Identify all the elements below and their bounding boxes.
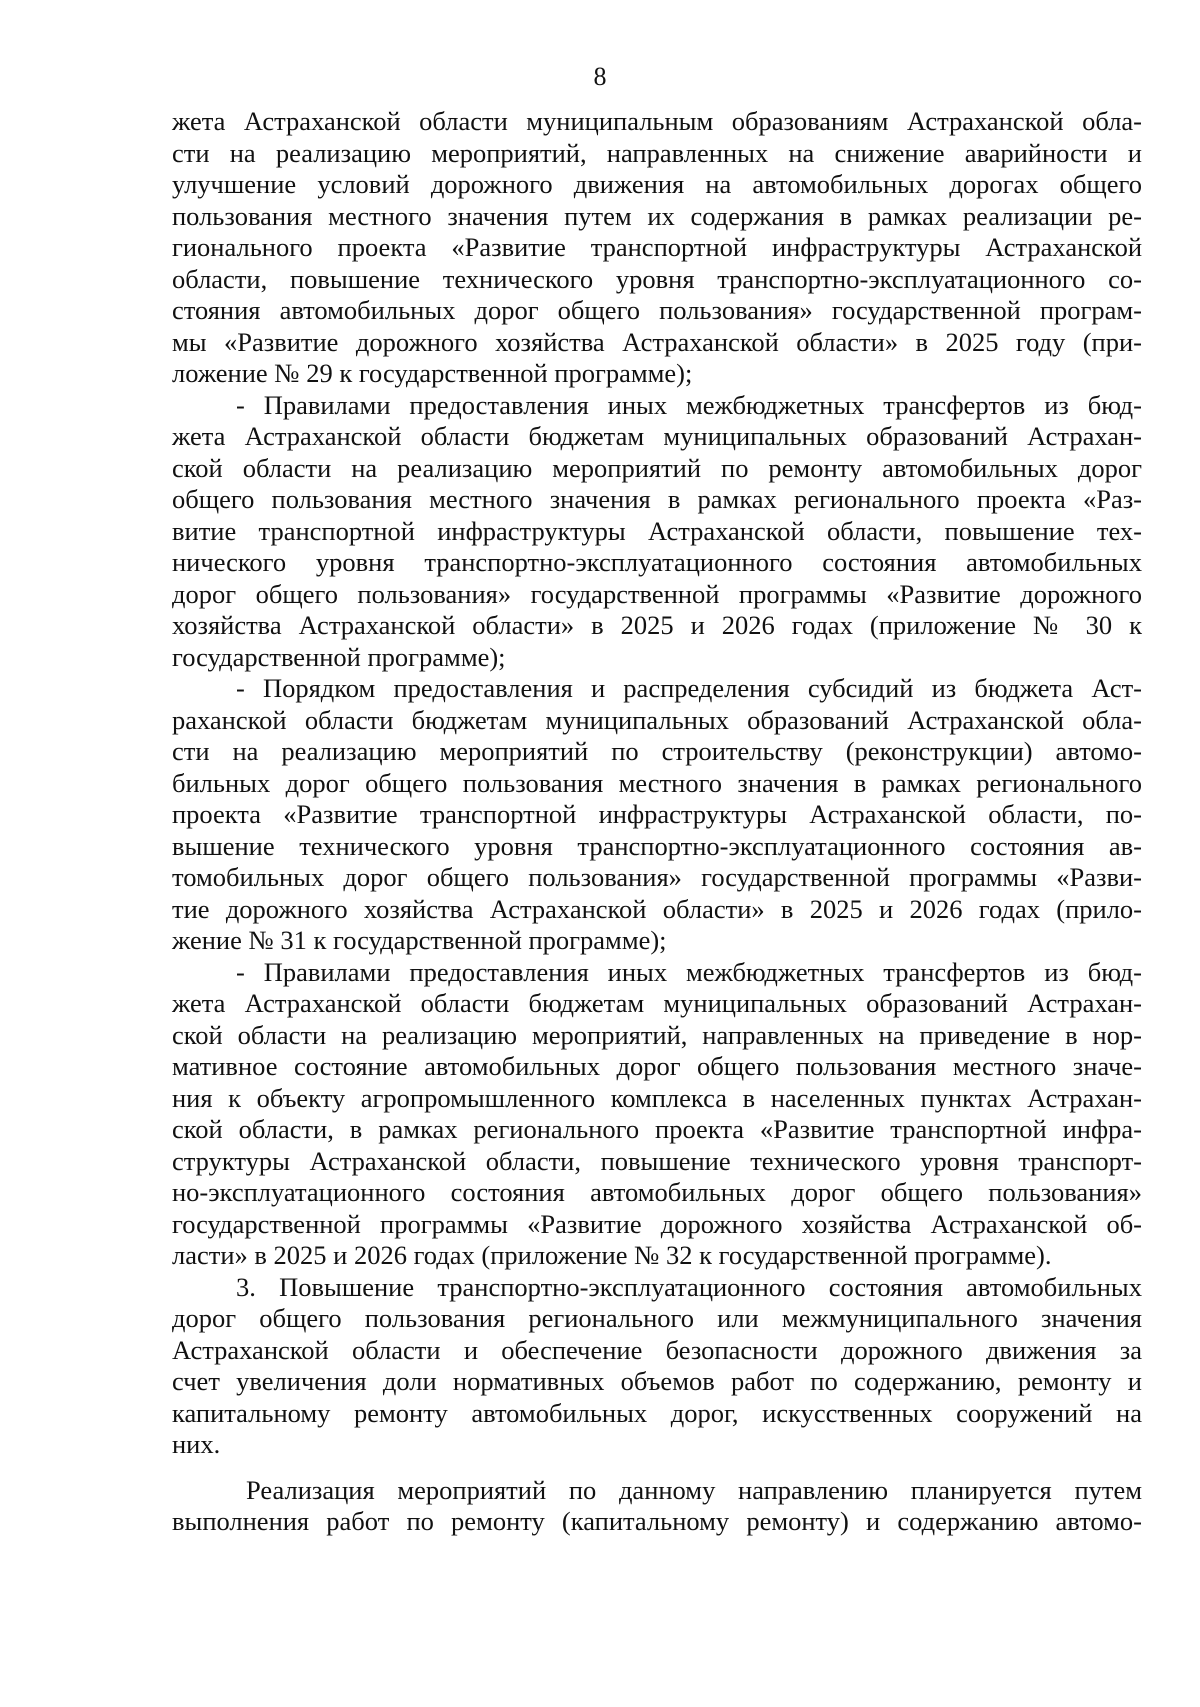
text-line: хозяйства Астраханской области» в 2025 и 2026 годах (приложение № 30 к xyxy=(172,610,1142,640)
text-line: но-эксплуатационного состояния автомобильных дорог общего пользования» xyxy=(172,1177,1142,1207)
text-line: тие дорожного хозяйства Астраханской области» в 2025 и 2026 годах (прило- xyxy=(172,893,1142,924)
paragraph xyxy=(172,1272,1142,1461)
text-line: жета Астраханской области бюджетам муниципальных образований Астрахан- xyxy=(172,421,1142,451)
text-line: мативное состояние автомобильных дорог общего пользования местного значе- xyxy=(172,1051,1142,1081)
text-line: структуры Астраханской области, повышение технического уровня транспорт- xyxy=(172,1145,1142,1176)
paragraph xyxy=(172,1475,1142,1538)
text-line: витие транспортной инфраструктуры Астраханской области, повышение тех- xyxy=(172,515,1142,546)
text-line: сти на реализацию мероприятий по строительству (реконструкции) автомо- xyxy=(172,736,1142,766)
text-line: счет увеличения доли нормативных объемов работ по содержанию, ремонту и xyxy=(172,1366,1142,1396)
text-line: выполнения работ по ремонту (капитальному ремонту) и содержанию автомо- xyxy=(172,1506,1142,1536)
text-line: Реализация мероприятий по данному направлению планируется путем xyxy=(246,1474,1142,1505)
text-line: бильных дорог общего пользования местного значения в рамках регионального xyxy=(172,767,1142,798)
text-line: улучшение условий дорожного движения на автомобильных дорогах общего xyxy=(172,169,1142,199)
paragraph xyxy=(172,106,1142,390)
text-line: - Правилами предоставления иных межбюджетных трансфертов из бюд- xyxy=(236,389,1142,420)
paragraph xyxy=(172,673,1142,957)
text-line: ласти» в 2025 и 2026 годах (приложение № 32 к государственной программе). xyxy=(172,1240,1052,1270)
text-line: ской области, в рамках регионального проекта «Развитие транспортной инфра- xyxy=(172,1114,1142,1144)
paragraph-spacer xyxy=(172,1461,1142,1475)
paragraph xyxy=(172,957,1142,1272)
text-line: жета Астраханской области бюджетам муниципальных образований Астрахан- xyxy=(172,988,1142,1018)
page-number: 8 xyxy=(593,62,607,91)
text-line: мы «Развитие дорожного хозяйства Астраханской области» в 2025 году (при- xyxy=(172,326,1142,357)
text-line: стояния автомобильных дорог общего пользования» государственной програм- xyxy=(172,295,1142,325)
text-line: томобильных дорог общего пользования» государственной программы «Разви- xyxy=(172,862,1142,892)
text-line: жение № 31 к государственной программе); xyxy=(172,925,667,955)
text-line: ской области на реализацию мероприятий, направленных на приведение в нор- xyxy=(172,1019,1142,1050)
text-line: сти на реализацию мероприятий, направленных на снижение аварийности и xyxy=(172,137,1142,168)
text-line: общего пользования местного значения в рамках регионального проекта «Раз- xyxy=(172,484,1142,514)
text-line: ния к объекту агропромышленного комплекса в населенных пунктах Астрахан- xyxy=(172,1082,1142,1113)
text-line: них. xyxy=(172,1429,221,1459)
text-line: капитальному ремонту автомобильных дорог, искусственных сооружений на xyxy=(172,1397,1142,1428)
text-line: дорог общего пользования» государственной программы «Развитие дорожного xyxy=(172,578,1142,609)
text-line: вышение технического уровня транспортно-эксплуатационного состояния ав- xyxy=(172,830,1142,861)
text-line: ской области на реализацию мероприятий по ремонту автомобильных дорог xyxy=(172,452,1142,483)
text-line: государственной программе); xyxy=(172,641,506,672)
text-line: Астраханской области и обеспечение безопасности дорожного движения за xyxy=(172,1334,1142,1365)
text-line: - Порядком предоставления и распределения субсидий из бюджета Аст- xyxy=(236,673,1142,703)
text-line: дорог общего пользования регионального или межмуниципального значения xyxy=(172,1303,1142,1333)
text-line: - Правилами предоставления иных межбюджетных трансфертов из бюд- xyxy=(236,956,1142,987)
text-line: гионального проекта «Развитие транспортной инфраструктуры Астраханской xyxy=(172,232,1142,262)
text-line: государственной программы «Развитие дорожного хозяйства Астраханской об- xyxy=(172,1208,1142,1239)
text-line: области, повышение технического уровня транспортно-эксплуатационного со- xyxy=(172,263,1142,294)
text-line: раханской области бюджетам муниципальных образований Астраханской обла- xyxy=(172,704,1142,735)
text-line: жета Астраханской области муниципальным образованиям Астраханской обла- xyxy=(172,106,1142,136)
text-line: 3. Повышение транспортно-эксплуатационного состояния автомобильных xyxy=(236,1271,1142,1302)
text-line: ложение № 29 к государственной программе); xyxy=(172,358,693,388)
paragraph xyxy=(172,390,1142,674)
document-body xyxy=(172,106,1142,1538)
text-line: нического уровня транспортно-эксплуатационного состояния автомобильных xyxy=(172,547,1142,577)
text-line: пользования местного значения путем их содержания в рамках реализации ре- xyxy=(172,200,1142,231)
text-line: проекта «Развитие транспортной инфраструктуры Астраханской области, по- xyxy=(172,799,1142,829)
